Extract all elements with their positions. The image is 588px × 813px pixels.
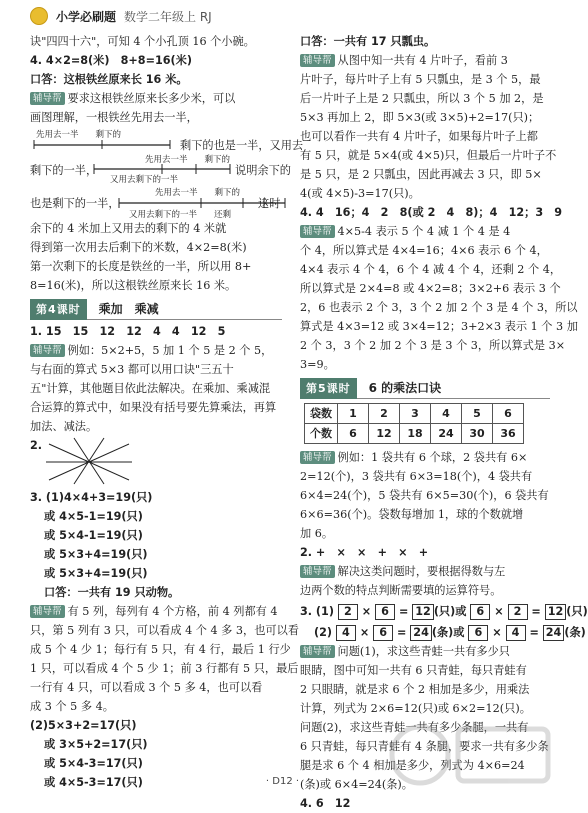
lesson-4-heading <box>30 299 282 320</box>
text-line: 5×3 再加上 2，即 5×3(或 3×5)+2=17(只)； <box>300 111 540 124</box>
diagram-row-2 <box>30 155 291 185</box>
operator: × <box>361 605 372 618</box>
answer-box: 2 <box>508 604 528 620</box>
rope-diagram-1 <box>30 127 180 155</box>
text-line: 6 只青蛙，每只青蛙有 4 条腿，要求一共有多少条 <box>300 740 549 753</box>
text-line: 要求这根铁丝原来长多少米，可以 <box>67 92 236 105</box>
table-cell: 12 <box>369 424 400 444</box>
star-lines-figure <box>44 436 134 486</box>
q4-equation: 4. 4×2=8(米) 8+8=16(米) <box>30 54 192 67</box>
q3-help-line <box>30 602 282 621</box>
help-tag: 辅导帮 <box>30 92 65 105</box>
answer-box: 4 <box>506 625 526 641</box>
unit-text: (只)或 <box>433 605 467 618</box>
operator: = <box>398 605 409 618</box>
text-line: 4×4 表示 4 个 4，6 个 4 减 4 个 4，还剩 2 个 4， <box>300 263 562 276</box>
lesson-badge: 第5课时 <box>300 378 357 399</box>
q2-answer: 2. + × × + × + <box>300 546 429 559</box>
table-cell: 30 <box>462 424 493 444</box>
text-line: 4(或 4×5)-3=17(只)。 <box>300 187 420 200</box>
operator: = <box>397 626 407 639</box>
answer-box: 2 <box>338 604 358 620</box>
table-cell: 5 <box>462 404 493 424</box>
answer-box: 24 <box>410 625 432 641</box>
text-line: 加法、减法。 <box>30 420 98 433</box>
diagram-label: 又用去剩下的一半 还剩 <box>129 210 232 220</box>
text-line: 只，第 5 列有 3 只，可以看成 4 个 4 多 3，也可以看 <box>30 624 299 637</box>
lesson-title: 乘加 乘减 <box>98 301 159 316</box>
text-line: 片叶子，每片叶子上有 5 只瓢虫，是 3 个 5，最 <box>300 73 541 86</box>
q3-line: 或 5×4-1=19(只) <box>44 529 143 542</box>
table-cell: 袋数 <box>305 404 338 424</box>
q3-label: (2) <box>314 626 333 639</box>
answer-box: 4 <box>336 625 356 641</box>
text-line: 眼睛，图中可知一共有 6 只青蛙，每只青蛙有 <box>300 664 527 677</box>
text-line: 个 4，所以算式是 4×4=16；4×6 表示 6 个 4， <box>300 244 548 257</box>
text-line: 余下的 4 米加上又用去的剩下的 4 米就 <box>30 222 227 235</box>
text-line: 第一次剩下的长度是铁丝的一半，所以用 8+ <box>30 260 252 273</box>
q3-boxed-line-2 <box>300 623 586 642</box>
text-line: 腿是求 6 个 4 相加是多少，列式为 4×6=24 <box>300 759 525 772</box>
table-row <box>305 404 524 424</box>
table-row <box>305 424 524 444</box>
text-line: 得到第一次用去后剩下的米数，4×2=8(米) <box>30 241 247 254</box>
help-line <box>300 448 550 467</box>
right-column <box>300 32 588 813</box>
table-cell: 1 <box>338 404 369 424</box>
q3-line: 或 3×5+2=17(只) <box>44 738 148 751</box>
diagram-label: 先用去一半 剩下的 <box>145 155 231 165</box>
q1-answer: 1. 15 15 12 12 4 4 12 5 <box>30 325 226 338</box>
operator: = <box>531 605 541 618</box>
unit-text: (条) <box>564 626 586 639</box>
text-line: 2 只眼睛，就是求 6 个 2 相加是多少，用乘法 <box>300 683 530 696</box>
q3-line: 或 5×3+4=19(只) <box>44 548 148 561</box>
text-line: 4×5-4 表示 5 个 4 减 1 个 4 是 4 <box>337 225 511 238</box>
answer-box: 6 <box>375 604 395 620</box>
text-line: 例如：5×2+5，5 加 1 个 5 是 2 个 5， <box>67 344 273 357</box>
help-tag: 辅导帮 <box>300 451 335 464</box>
page-number: · D12 · <box>265 776 300 787</box>
q3-answer: 口答：一共有 19 只动物。 <box>44 586 180 599</box>
q4-answer: 口答：这根铁丝原来长 16 米。 <box>30 73 188 86</box>
answer-box: 6 <box>468 625 488 641</box>
diagram-label: 又用去剩下的一半 <box>110 175 179 185</box>
help-line <box>300 562 550 581</box>
text-line: 画图理解，一根铁丝先用去一半， <box>30 111 198 124</box>
lesson-badge: 第4课时 <box>30 299 87 320</box>
help-line <box>300 642 550 661</box>
q4-answer: 4. 6 12 <box>300 797 351 810</box>
text-line: 成 5 个 4 少 1；每行有 5 只，有 4 行，最后 1 行少 <box>30 643 291 656</box>
text-line: 6×6=36(个)。袋数每增加 1，球的个数就增 <box>300 508 524 521</box>
table-cell: 18 <box>400 424 431 444</box>
q3-line: 或 5×4-3=17(只) <box>44 757 143 770</box>
text-line: 诀"四四十六"，可知 4 个小孔顶 16 个小碗。 <box>30 35 255 48</box>
text-line: 6×4=24(个)，5 袋共有 6×5=30(个)，6 袋共有 <box>300 489 549 502</box>
diagram-label: 先用去一半 剩下的 <box>36 130 122 140</box>
q3-line: 或 4×5-3=17(只) <box>44 776 143 789</box>
text-line: 是 5 只，是 2 只瓢虫，因此再减去 3 只，即 5× <box>300 168 542 181</box>
text-line: 1 只，可以看成 4 个 5 少 1；前 3 行都有 5 只，最后 <box>30 662 299 675</box>
q4-answer: 4. 4 16；4 2 8(或 2 4 8)；4 12；3 9 <box>300 206 563 219</box>
answer-box: 6 <box>373 625 393 641</box>
text-line: 2 个 3，3 个 2 加 2 个 3 是 3 个 3，所以算式是 3× <box>300 339 566 352</box>
help-tag: 辅导帮 <box>300 54 335 67</box>
diagram-row-1 <box>30 127 304 155</box>
answer-box: 6 <box>470 604 490 620</box>
text-line: 一行有 4 只，可以看成 3 个 5 多 4，也可以看 <box>30 681 263 694</box>
text-line: 有 5 列，每列有 4 个方格，前 4 列都有 4 <box>67 605 278 618</box>
text-line: 例如：1 袋共有 6 个球，2 袋共有 6× <box>337 451 528 464</box>
table-cell: 2 <box>369 404 400 424</box>
diagram-row-3 <box>30 185 282 219</box>
text-line: 算式是 4×3=12 或 3×4=12；3+2×3 表示 1 个 3 加 <box>300 320 578 333</box>
help-tag: 辅导帮 <box>300 645 335 658</box>
q3-label: 3. (1) <box>300 605 334 618</box>
diagram-label: 先用去一半 剩下的 <box>155 188 241 198</box>
q2-row <box>30 436 282 488</box>
unit-text: (只) <box>566 605 588 618</box>
answer-box: 12 <box>545 604 567 620</box>
answer-box: 12 <box>412 604 434 620</box>
text-line: 这时 <box>258 197 281 210</box>
text-line: 加 6。 <box>300 527 334 540</box>
brand-title: 小学必刷题 <box>56 9 117 24</box>
help-tag: 辅导帮 <box>30 344 65 357</box>
lesson-5-heading <box>300 378 550 399</box>
text-line: 也可以看作一共有 4 片叶子，如果每片叶子上都 <box>300 130 538 143</box>
page-header <box>30 6 212 26</box>
operator: × <box>494 605 504 618</box>
text-line: 边两个数的特点判断需要填的运算符号。 <box>300 584 502 597</box>
text-line: 2=12(个)，3 袋共有 6×3=18(个)，4 袋共有 <box>300 470 533 483</box>
unit-text: (条)或 <box>431 626 465 639</box>
operator: × <box>492 626 502 639</box>
text-line: 成 3 个 5 多 4。 <box>30 700 114 713</box>
table-cell: 3 <box>400 404 431 424</box>
table-cell: 24 <box>431 424 462 444</box>
text-line: 说明余下的 <box>235 164 291 177</box>
q3-boxed-line-1 <box>300 602 588 621</box>
text-line: 有 5 只，就是 5×4(或 4×5)只，但最后一片叶子不 <box>300 149 557 162</box>
text-line: (条)或 6×4=24(条)。 <box>300 778 413 791</box>
q3-line: (2)5×3+2=17(只) <box>30 719 137 732</box>
table-cell: 6 <box>338 424 369 444</box>
operator: = <box>529 626 539 639</box>
text-line: 所以算式是 2×4=8 或 4×2=8；3×2+6 表示 3 个 <box>300 282 561 295</box>
brand-logo-icon <box>30 7 48 25</box>
text-line: 8=16(米)，所以这根铁丝原来长 16 米。 <box>30 279 237 292</box>
bag-count-table <box>304 403 524 444</box>
answer-box: 24 <box>543 625 565 641</box>
text-line: 问题(1)，求这些青蛙一共有多少只 <box>337 645 510 658</box>
text-line: 解决这类问题时，要根据得数与左 <box>337 565 506 578</box>
help-line <box>300 51 550 70</box>
help-tag: 辅导帮 <box>300 565 335 578</box>
table-cell: 4 <box>431 404 462 424</box>
text-line: 剩下的一半， <box>30 164 98 177</box>
q4-help-line <box>30 89 282 108</box>
text-line: 3=9。 <box>300 358 335 371</box>
answer-line: 口答：一共有 17 只瓢虫。 <box>300 35 436 48</box>
help-tag: 辅导帮 <box>300 225 335 238</box>
text-line: 从图中知一共有 4 片叶子，看前 3 <box>337 54 508 67</box>
table-cell: 6 <box>493 404 524 424</box>
text-line: 问题(2)，求这些青蛙一共有多少条腿，一共有 <box>300 721 529 734</box>
lesson-title: 6 的乘法口诀 <box>368 380 442 395</box>
operator: × <box>359 626 370 639</box>
table-cell: 36 <box>493 424 524 444</box>
q3-line: 或 5×3+4=19(只) <box>44 567 148 580</box>
q3-line: 或 4×5-1=19(只) <box>44 510 143 523</box>
text-line: 后一片叶子上是 2 只瓢虫，所以 3 个 5 加 2，是 <box>300 92 544 105</box>
help-line <box>300 222 550 241</box>
text-line: 剩下的也是一半，又用去 <box>180 139 304 152</box>
text-line: 2，6 也表示 2 个 3，3 个 2 加 2 个 3 是 4 个 3，所以 <box>300 301 578 314</box>
text-line: 与右面的算式 5×3 都可以用口诀"三五十 <box>30 363 234 376</box>
subject-label: 数学二年级上 RJ <box>124 9 212 24</box>
help-tag: 辅导帮 <box>30 605 65 618</box>
q3-line: 3. (1)4×4+3=19(只) <box>30 491 153 504</box>
table-cell: 个数 <box>305 424 338 444</box>
text-line: 也是剩下的一半， <box>30 197 120 210</box>
q1-help-line <box>30 341 282 360</box>
text-line: 合运算的算式中，如果没有括号要先算乘法，再算 <box>30 401 277 414</box>
text-line: 五"计算，其他题目依此法解决。在乘加、乘减混 <box>30 382 271 395</box>
q2-number: 2. <box>30 439 43 452</box>
text-line: 计算，列式为 2×6=12(只)或 6×2=12(只)。 <box>300 702 531 715</box>
rope-diagram-2 <box>90 153 240 183</box>
